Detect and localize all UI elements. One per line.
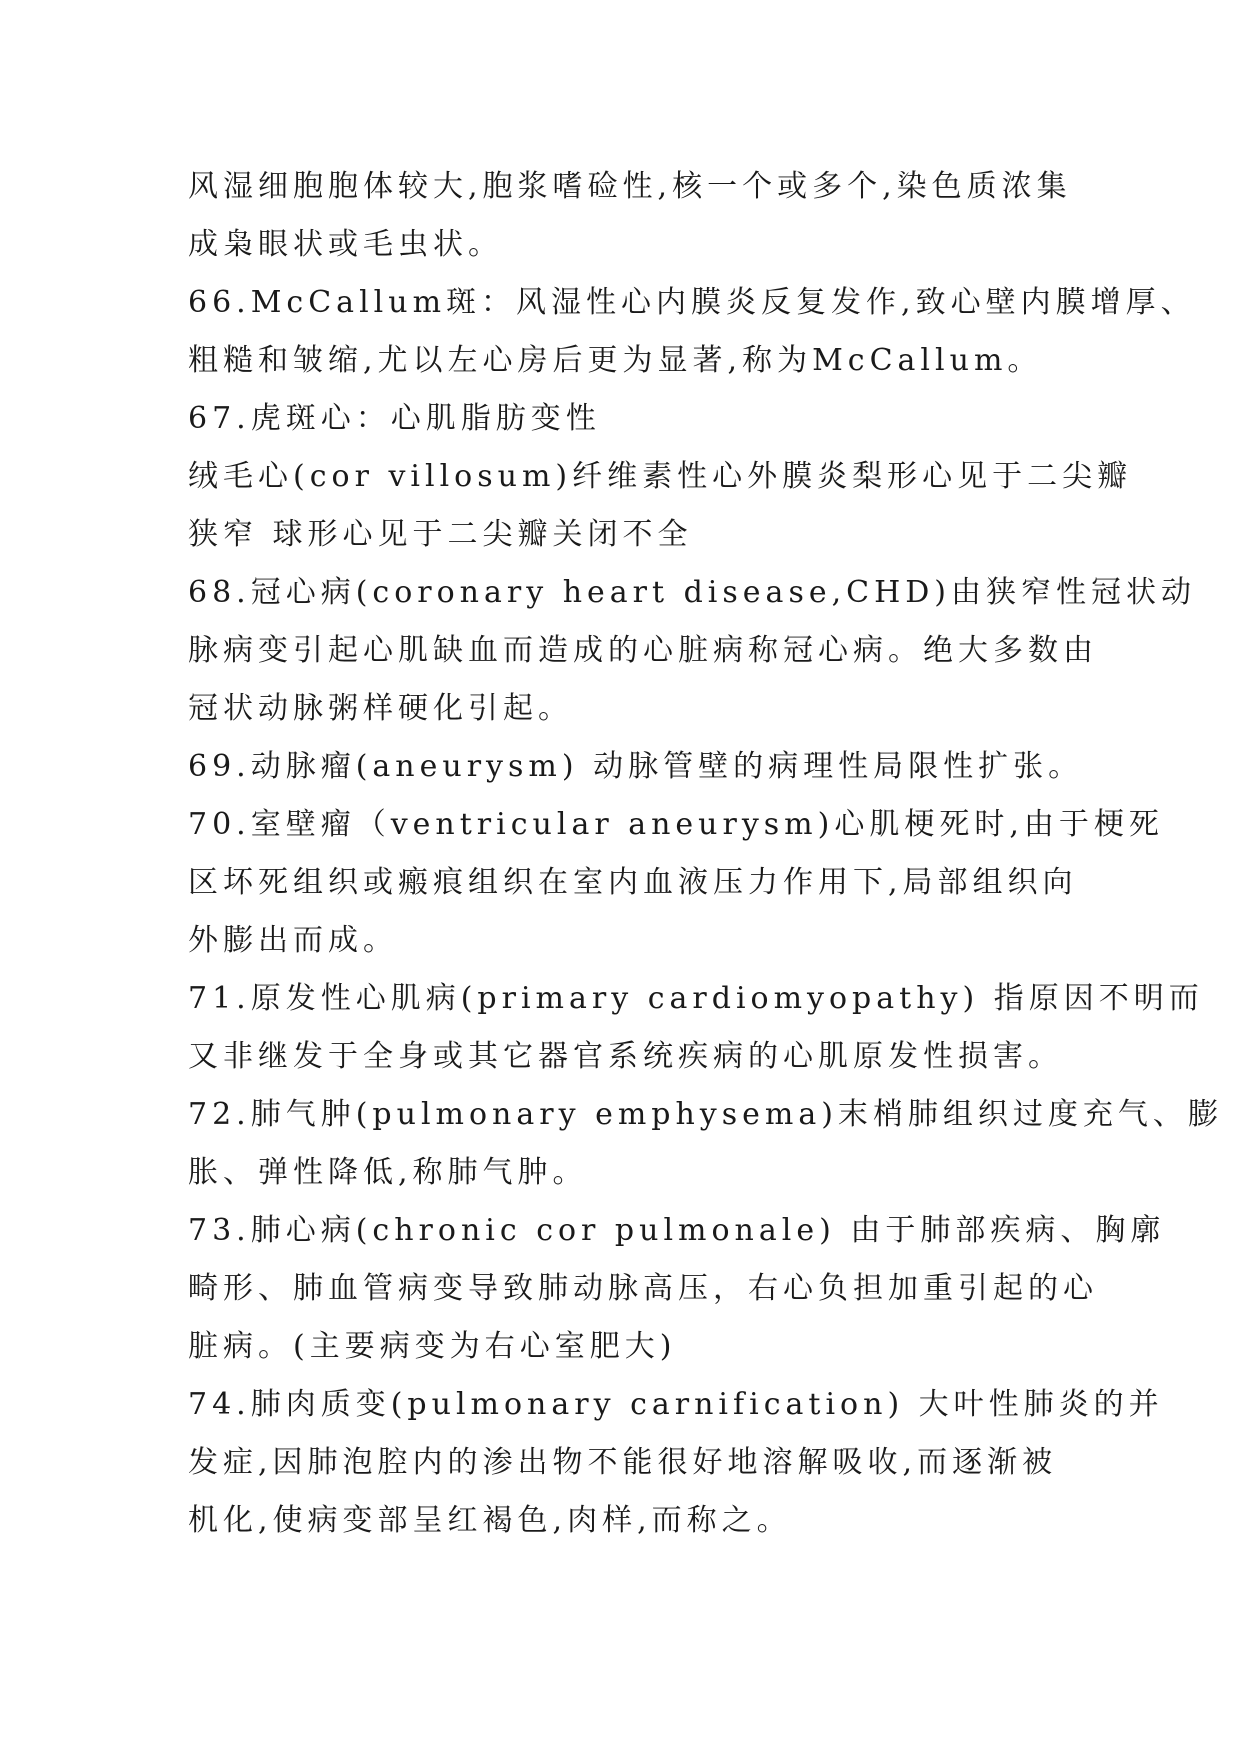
text-line: 区坏死组织或瘢痕组织在室内血液压力作用下,局部组织向 (188, 865, 1078, 900)
text-line: 74.肺肉质变(pulmonary carnification) 大叶性肺炎的并 (188, 1387, 1164, 1422)
text-line: 冠状动脉粥样硬化引起。 (188, 691, 573, 726)
text-line: 68.冠心病(coronary heart disease,CHD)由狭窄性冠状动 (188, 575, 1196, 610)
text-line: 机化,使病变部呈红褐色,肉样,而称之。 (188, 1503, 792, 1538)
body-text (188, 158, 1223, 1550)
text-line: 畸形、肺血管病变导致肺动脉高压，右心负担加重引起的心 (188, 1271, 1098, 1306)
text-line: 71.原发性心肌病(primary cardiomyopathy) 指原因不明而 (188, 981, 1204, 1016)
text-line: 73.肺心病(chronic cor pulmonale) 由于肺部疾病、胸廓 (188, 1213, 1166, 1248)
text-line: 外膨出而成。 (188, 923, 398, 958)
text-line: 72.肺气肿(pulmonary emphysema)末梢肺组织过度充气、膨 (188, 1097, 1223, 1132)
text-line: 69.动脉瘤(aneurysm) 动脉管壁的病理性局限性扩张。 (188, 749, 1084, 784)
text-line: 成枭眼状或毛虫状。 (188, 227, 503, 262)
text-line: 绒毛心(cor villosum)纤维素性心外膜炎梨形心见于二尖瓣 (188, 459, 1133, 494)
text-line: 风湿细胞胞体较大,胞浆嗜硷性,核一个或多个,染色质浓集 (188, 169, 1072, 204)
text-line: 粗糙和皱缩,尤以左心房后更为显著,称为McCallum。 (188, 343, 1043, 378)
text-line: 发症,因肺泡腔内的渗出物不能很好地溶解吸收,而逐渐被 (188, 1445, 1058, 1480)
text-line: 又非继发于全身或其它器官系统疾病的心肌原发性损害。 (188, 1039, 1063, 1074)
text-line: 67.虎斑心：心肌脂肪变性 (188, 401, 601, 436)
text-line: 66.McCallum斑：风湿性心内膜炎反复发作,致心壁内膜增厚、 (188, 285, 1196, 320)
text-line: 70.室壁瘤（ventricular aneurysm)心肌梗死时,由于梗死 (188, 807, 1164, 842)
text-line: 脏病。(主要病变为右心室肥大) (188, 1329, 677, 1364)
text-line: 脉病变引起心肌缺血而造成的心脏病称冠心病。绝大多数由 (188, 633, 1098, 668)
text-line: 狭窄 球形心见于二尖瓣关闭不全 (188, 517, 693, 552)
text-line: 胀、弹性降低,称肺气肿。 (188, 1155, 588, 1190)
